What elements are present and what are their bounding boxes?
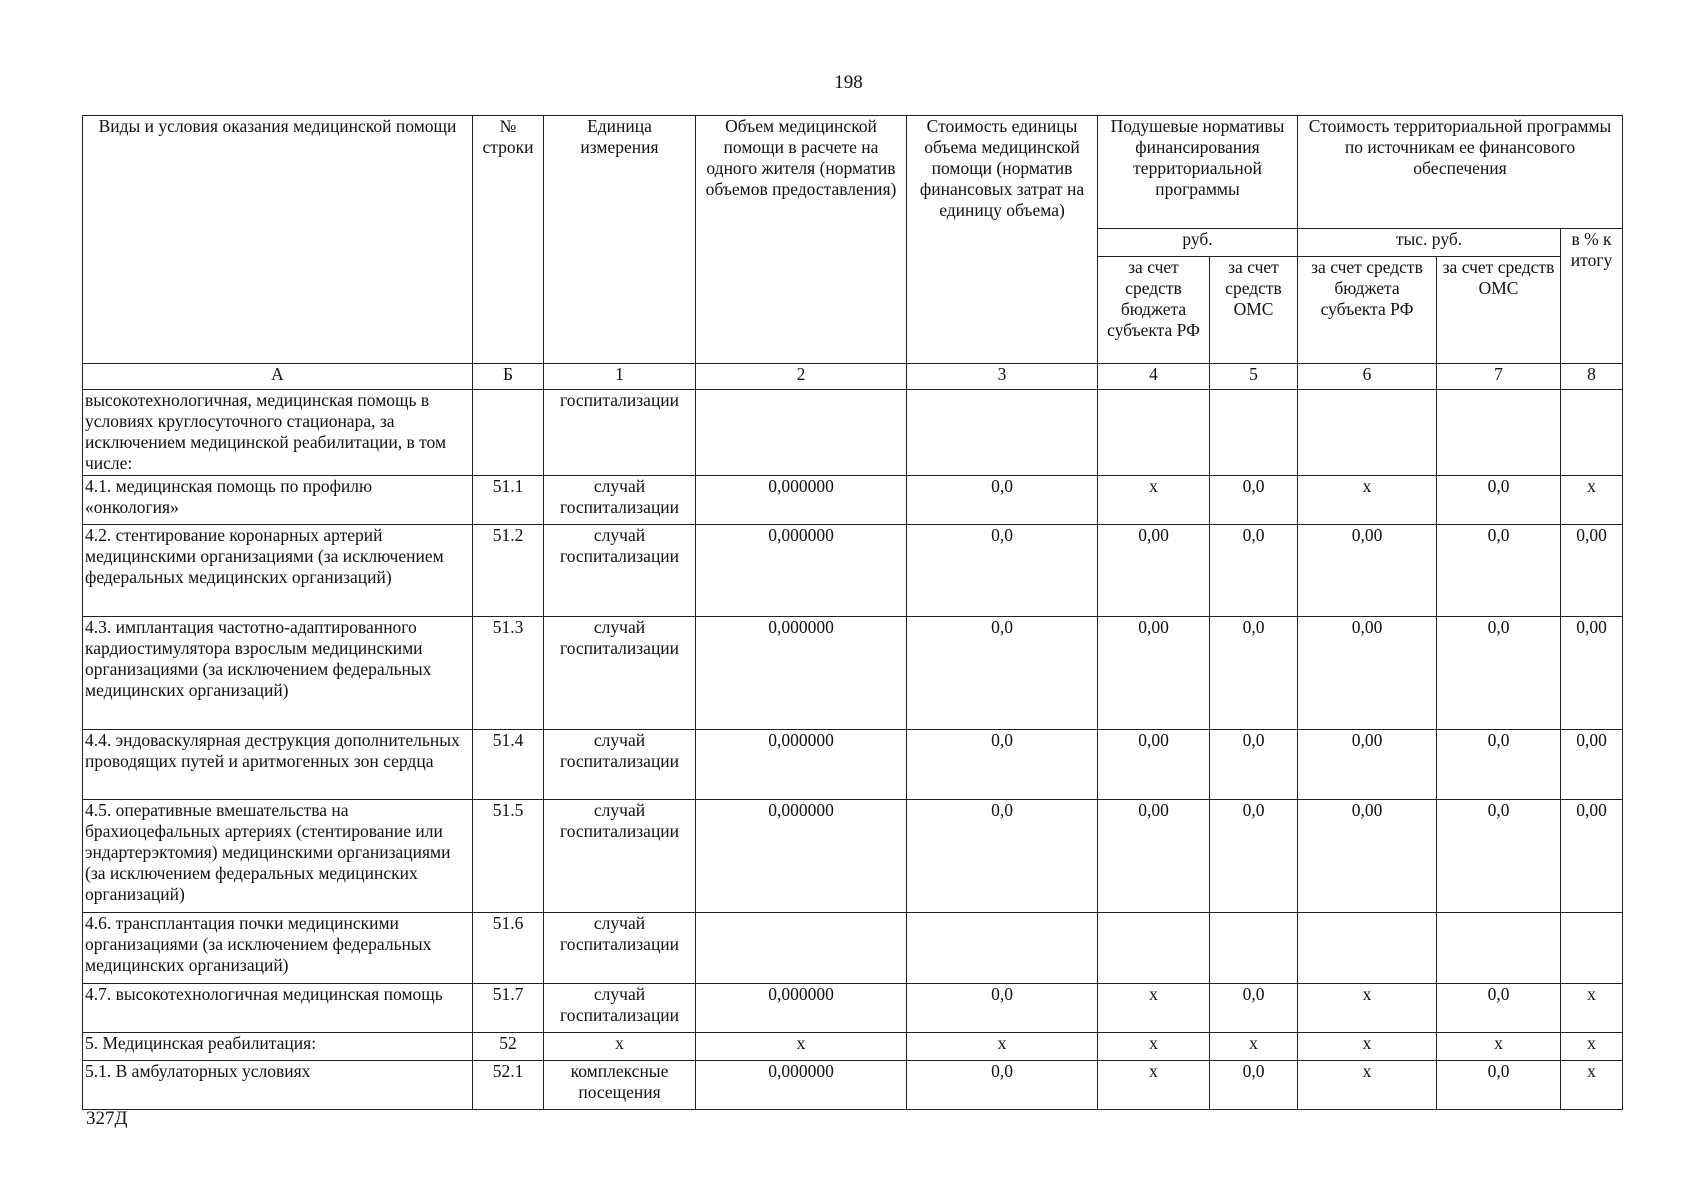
- row-percapita-budget: 0,00: [1098, 617, 1210, 730]
- row-volume: x: [696, 1033, 907, 1061]
- row-cost-budget: [1298, 913, 1437, 984]
- row-cost-oms: 0,0: [1437, 800, 1561, 913]
- header-unit-rub: руб.: [1098, 229, 1298, 257]
- row-cost-budget: x: [1298, 1033, 1437, 1061]
- row-name: 5.1. В амбулаторных условиях: [83, 1061, 473, 1110]
- row-percapita-oms: [1210, 390, 1298, 476]
- row-cost-oms: [1437, 913, 1561, 984]
- row-cost-budget: 0,00: [1298, 800, 1437, 913]
- header-col-7: за счет средств ОМС: [1437, 257, 1561, 364]
- row-number: 51.4: [473, 730, 544, 800]
- row-volume: 0,000000: [696, 800, 907, 913]
- row-unit-cost: 0,0: [907, 525, 1098, 617]
- row-unit-cost: 0,0: [907, 800, 1098, 913]
- row-percapita-oms: 0,0: [1210, 476, 1298, 525]
- table-row: [83, 984, 1623, 1033]
- row-unit-cost: 0,0: [907, 730, 1098, 800]
- row-unit-cost: 0,0: [907, 617, 1098, 730]
- row-unit: случай госпитализации: [544, 984, 696, 1033]
- row-percapita-oms: 0,0: [1210, 730, 1298, 800]
- index-cell: 6: [1298, 364, 1437, 390]
- row-percapita-budget: x: [1098, 1061, 1210, 1110]
- row-name: 4.2. стентирование коронарных артерий медицинскими организациями (за исключением федеральных медицинских организаций): [83, 525, 473, 617]
- index-cell: 2: [696, 364, 907, 390]
- row-percapita-oms: [1210, 913, 1298, 984]
- row-volume: [696, 390, 907, 476]
- row-unit-cost: [907, 390, 1098, 476]
- row-percent: 0,00: [1561, 525, 1623, 617]
- row-percapita-oms: x: [1210, 1033, 1298, 1061]
- document-code: 327Д: [86, 1108, 128, 1129]
- row-cost-budget: 0,00: [1298, 525, 1437, 617]
- index-cell: 1: [544, 364, 696, 390]
- row-unit-cost: 0,0: [907, 476, 1098, 525]
- row-name: 4.3. имплантация частотно-адаптированного кардиостимулятора взрослым медицинскими организациями (за исключением федеральных медицинских организаций): [83, 617, 473, 730]
- row-percent: 0,00: [1561, 800, 1623, 913]
- row-percent: [1561, 913, 1623, 984]
- header-col-a: Виды и условия оказания медицинской помощи: [83, 116, 473, 364]
- row-number: 51.3: [473, 617, 544, 730]
- row-percent: x: [1561, 476, 1623, 525]
- header-col-b: № строки: [473, 116, 544, 364]
- row-number: 51.1: [473, 476, 544, 525]
- row-name: 4.5. оперативные вмешательства на брахиоцефальных артериях (стентирование или эндартерэктомия) медицинскими организациями (за исключением федеральных медицинских организаций): [83, 800, 473, 913]
- header-col-2: Объем медицинской помощи в расчете на одного жителя (норматив объемов предоставления): [696, 116, 907, 364]
- row-cost-oms: 0,0: [1437, 525, 1561, 617]
- index-cell: 4: [1098, 364, 1210, 390]
- table-header: [83, 116, 1623, 390]
- table-row: [83, 1061, 1623, 1110]
- row-cost-oms: 0,0: [1437, 730, 1561, 800]
- table-body: [83, 390, 1623, 1110]
- row-percapita-budget: x: [1098, 1033, 1210, 1061]
- page-number: 198: [834, 72, 863, 93]
- row-percapita-budget: x: [1098, 476, 1210, 525]
- row-unit: случай госпитализации: [544, 617, 696, 730]
- row-percent: [1561, 390, 1623, 476]
- table-row: [83, 730, 1623, 800]
- table-row: [83, 390, 1623, 476]
- row-percent: 0,00: [1561, 617, 1623, 730]
- index-cell: 8: [1561, 364, 1623, 390]
- table-row: [83, 913, 1623, 984]
- row-cost-budget: x: [1298, 476, 1437, 525]
- row-volume: 0,000000: [696, 476, 907, 525]
- row-unit: госпитализации: [544, 390, 696, 476]
- row-cost-oms: 0,0: [1437, 476, 1561, 525]
- row-cost-oms: 0,0: [1437, 984, 1561, 1033]
- row-number: 52: [473, 1033, 544, 1061]
- row-unit: случай госпитализации: [544, 525, 696, 617]
- row-number: 51.7: [473, 984, 544, 1033]
- row-percapita-budget: 0,00: [1098, 525, 1210, 617]
- row-percent: 0,00: [1561, 730, 1623, 800]
- row-unit: случай госпитализации: [544, 476, 696, 525]
- header-group-cost: Стоимость территориальной программы по источникам ее финансового обеспечения: [1298, 116, 1623, 229]
- row-number: 52.1: [473, 1061, 544, 1110]
- row-name: 4.4. эндоваскулярная деструкция дополнительных проводящих путей и аритмогенных зон сердца: [83, 730, 473, 800]
- row-percapita-oms: 0,0: [1210, 800, 1298, 913]
- row-unit: случай госпитализации: [544, 913, 696, 984]
- header-group-percapita: Подушевые нормативы финансирования территориальной программы: [1098, 116, 1298, 229]
- row-unit: случай госпитализации: [544, 800, 696, 913]
- row-unit: комплексные посещения: [544, 1061, 696, 1110]
- row-percapita-oms: 0,0: [1210, 617, 1298, 730]
- row-cost-budget: x: [1298, 1061, 1437, 1110]
- index-cell: 3: [907, 364, 1098, 390]
- row-percapita-budget: [1098, 913, 1210, 984]
- row-volume: 0,000000: [696, 525, 907, 617]
- header-col-8: в % к итогу: [1561, 229, 1623, 364]
- row-cost-budget: 0,00: [1298, 730, 1437, 800]
- row-percapita-budget: [1098, 390, 1210, 476]
- row-name: 4.6. трансплантация почки медицинскими организациями (за исключением федеральных медицинских организаций): [83, 913, 473, 984]
- row-cost-oms: 0,0: [1437, 617, 1561, 730]
- row-volume: 0,000000: [696, 730, 907, 800]
- row-number: 51.2: [473, 525, 544, 617]
- index-cell: 7: [1437, 364, 1561, 390]
- index-cell: А: [83, 364, 473, 390]
- row-cost-budget: [1298, 390, 1437, 476]
- row-unit-cost: x: [907, 1033, 1098, 1061]
- row-unit-cost: 0,0: [907, 984, 1098, 1033]
- row-percapita-budget: x: [1098, 984, 1210, 1033]
- row-percapita-oms: 0,0: [1210, 525, 1298, 617]
- row-cost-budget: 0,00: [1298, 617, 1437, 730]
- row-number: 51.6: [473, 913, 544, 984]
- row-percent: x: [1561, 1061, 1623, 1110]
- header-unit-thous-rub: тыс. руб.: [1298, 229, 1561, 257]
- row-percapita-budget: 0,00: [1098, 730, 1210, 800]
- row-cost-budget: x: [1298, 984, 1437, 1033]
- header-col-3: Стоимость единицы объема медицинской помощи (норматив финансовых затрат на единицу объема): [907, 116, 1098, 364]
- table-row: [83, 800, 1623, 913]
- row-cost-oms: x: [1437, 1033, 1561, 1061]
- index-cell: Б: [473, 364, 544, 390]
- row-percapita-oms: 0,0: [1210, 984, 1298, 1033]
- header-col-1: Единица измерения: [544, 116, 696, 364]
- row-name: 4.7. высокотехнологичная медицинская помощь: [83, 984, 473, 1033]
- row-cost-oms: 0,0: [1437, 1061, 1561, 1110]
- row-name: высокотехнологичная, медицинская помощь в условиях круглосуточного стационара, за исключением медицинской реабилитации, в том числе:: [83, 390, 473, 476]
- financing-table: [82, 115, 1623, 1110]
- table-row: [83, 525, 1623, 617]
- row-unit-cost: 0,0: [907, 1061, 1098, 1110]
- header-col-4: за счет средств бюджета субъекта РФ: [1098, 257, 1210, 364]
- row-unit: случай госпитализации: [544, 730, 696, 800]
- row-volume: [696, 913, 907, 984]
- header-col-5: за счет средств ОМС: [1210, 257, 1298, 364]
- table-row: [83, 617, 1623, 730]
- row-number: [473, 390, 544, 476]
- row-unit-cost: [907, 913, 1098, 984]
- header-col-6: за счет средств бюджета субъекта РФ: [1298, 257, 1437, 364]
- header-index-row: [83, 364, 1623, 390]
- row-number: 51.5: [473, 800, 544, 913]
- row-percent: x: [1561, 1033, 1623, 1061]
- row-volume: 0,000000: [696, 984, 907, 1033]
- row-percapita-oms: 0,0: [1210, 1061, 1298, 1110]
- row-percapita-budget: 0,00: [1098, 800, 1210, 913]
- row-unit: x: [544, 1033, 696, 1061]
- row-name: 4.1. медицинская помощь по профилю «онкология»: [83, 476, 473, 525]
- row-volume: 0,000000: [696, 1061, 907, 1110]
- row-percent: x: [1561, 984, 1623, 1033]
- row-name: 5. Медицинская реабилитация:: [83, 1033, 473, 1061]
- row-volume: 0,000000: [696, 617, 907, 730]
- row-cost-oms: [1437, 390, 1561, 476]
- table-row: [83, 476, 1623, 525]
- table-row: [83, 1033, 1623, 1061]
- index-cell: 5: [1210, 364, 1298, 390]
